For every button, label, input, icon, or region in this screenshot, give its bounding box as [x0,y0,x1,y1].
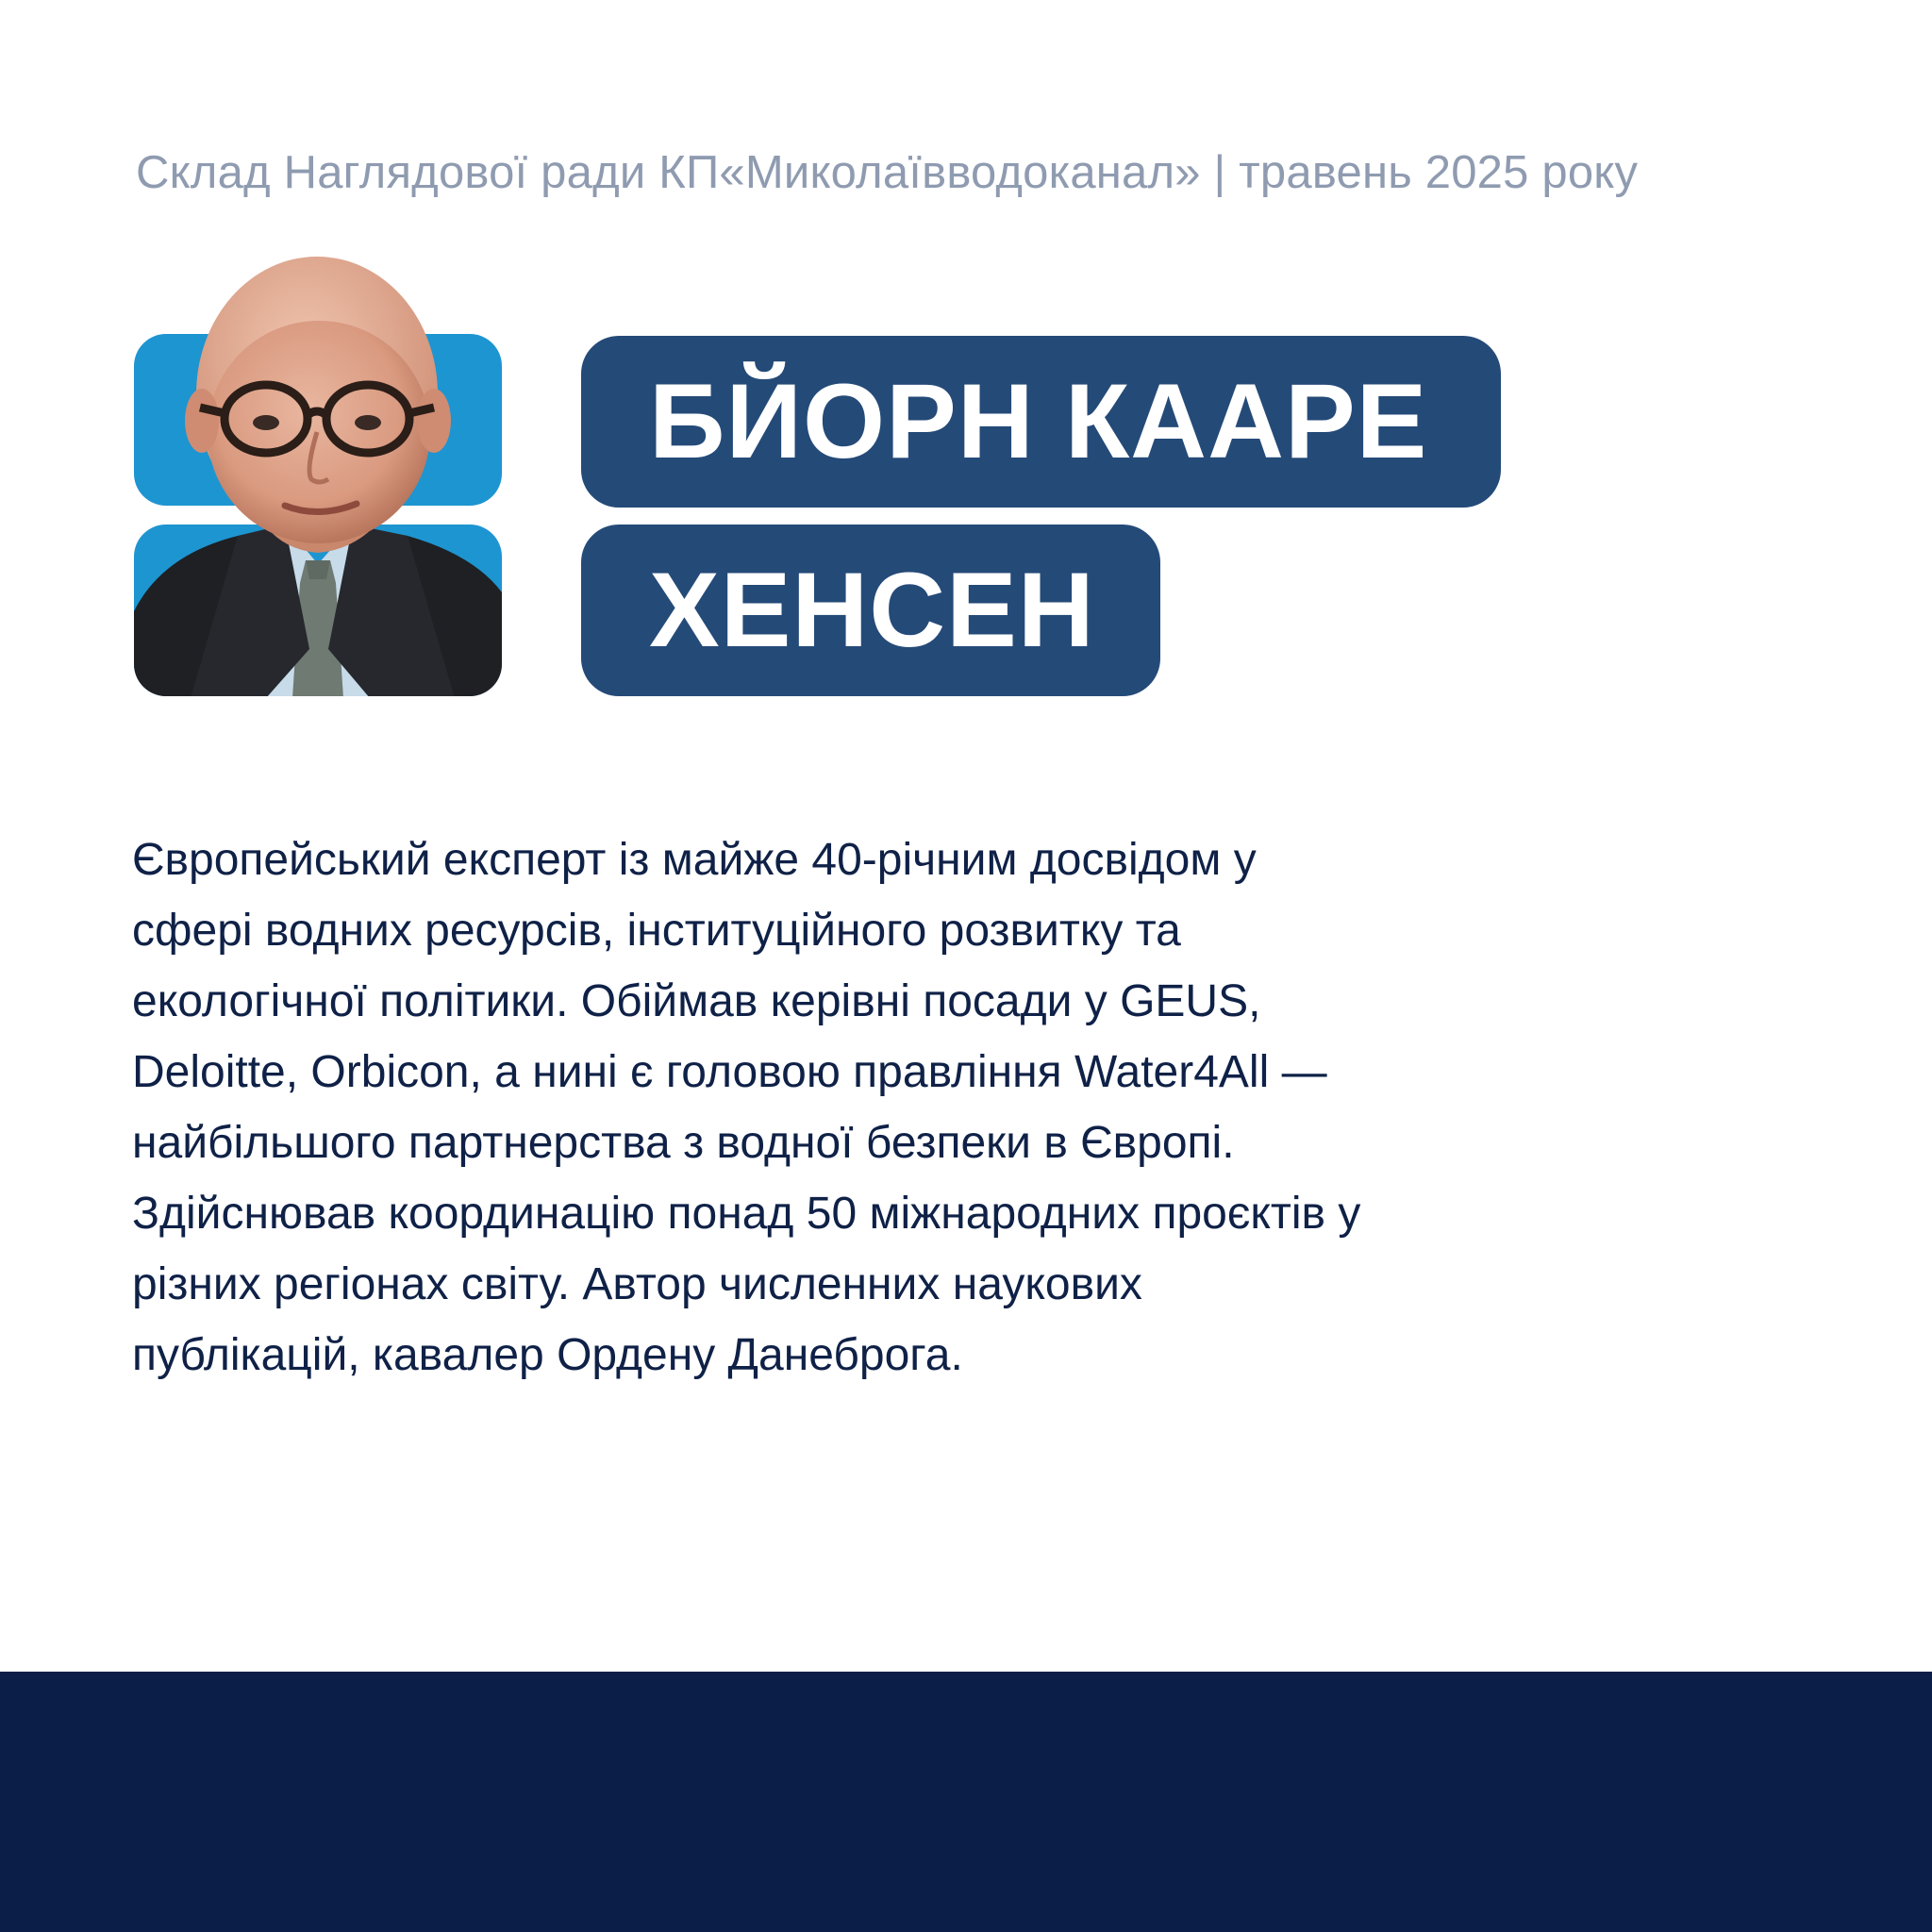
name-first-text: БЙОРН КААРЕ [649,362,1428,480]
bio-line: різних регіонах світу. Автор численних наукових [132,1259,1142,1309]
portrait-photo [134,253,502,698]
footer-band [0,1672,1932,1932]
bio-text [132,824,1604,1391]
bio-line: публікацій, кавалер Ордену Данеброга. [132,1330,963,1380]
bio-line: Європейський експерт із майже 40-річним досвідом у [132,835,1257,885]
bio-line: найбільшого партнерства з водної безпеки в Європі. [132,1118,1235,1168]
bio-line: Deloitte, Orbicon, а нині є головою правління Water4All — [132,1047,1327,1097]
name-second-line [581,525,1160,696]
page-subtitle: Склад Наглядової ради КП«Миколаївводоканал» | травень 2025 року [136,147,1639,198]
name-second-text: ХЕНСЕН [649,551,1095,669]
bio-line: Здійснював координацію понад 50 міжнародних проєктів у [132,1189,1361,1239]
bio-line: екологічної політики. Обіймав керівні посади у GEUS, [132,976,1261,1026]
name-first-line [581,336,1501,508]
bio-line: сфері водних ресурсів, інституційного розвитку та [132,906,1181,956]
portrait-block [134,253,502,698]
